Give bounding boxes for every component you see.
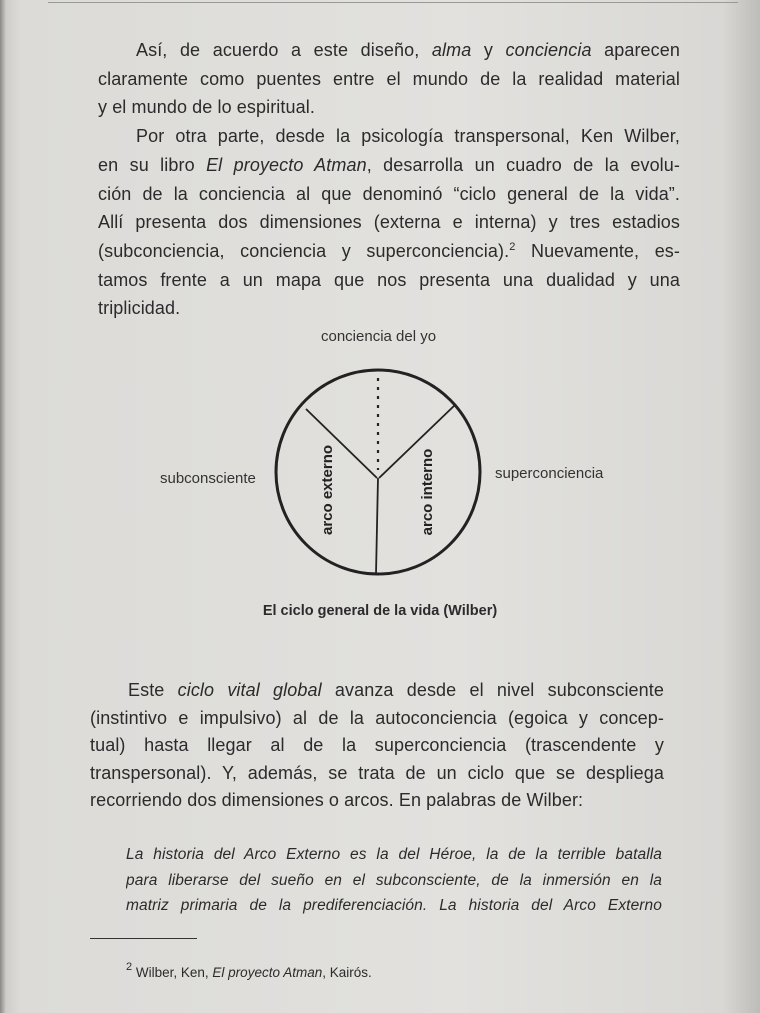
text-span: triplicidad. [98,298,181,319]
top-label: conciencia del yo [321,328,437,345]
footnote-ref: 2 [509,240,516,253]
text-span: transpersonal). Y, además, se trata de un ciclo que se despliega [90,762,664,783]
quote-line: La historia del Arco Externo es la del Héroe, la de la terrible batalla [126,846,662,863]
right-label: superconciencia [495,465,604,482]
text-span: ción de la conciencia al que denominó “ciclo general de la vida”. [98,183,680,204]
text-span: y el mundo de lo espiritual. [98,97,315,118]
text-span: tual) hasta llegar al de la superconciencia (trascendente y [90,735,664,755]
text-span: aparecen [591,40,680,60]
text-span: alma [431,40,472,60]
text-span: Este [128,680,178,700]
text-span: ciclo vital global [177,680,322,700]
quote-line: para liberarse del sueño en el subconsciente, de la inmersión en la [126,872,662,889]
text-line [90,708,664,732]
footnote-rule [90,938,197,939]
text-line [90,763,664,787]
text-span: Allí presenta dos dimensiones (externa e interna) y tres estadios [98,212,680,233]
stem [376,478,378,574]
text-span: (instintivo e impulsivo) al de la autoconciencia (egoica y concep- [90,707,664,728]
text-span: y [471,40,506,60]
text-span: tamos frente a un mapa que nos presenta una dualidad y una [98,269,680,290]
text-line [90,735,664,759]
right-branch [379,404,456,478]
text-span: Nuevamente, es- [515,240,680,261]
left-label: subconsciente [160,470,256,487]
text-span: (subconciencia, conciencia y superconciencia). [98,240,510,261]
text-span: en su libro [98,154,207,175]
text-span: El proyecto Atman [206,154,367,175]
text-line [128,680,664,704]
footnote-title: El proyecto Atman [212,965,323,980]
footnote-text: , Kairós. [322,965,372,980]
footnote [126,961,372,980]
footnote-text: Wilber, Ken, [132,965,213,980]
footnote-mark: 2 [126,961,133,973]
text-span: recorriendo dos dimensiones o arcos. En palabras de Wilber: [90,790,584,810]
quote-line: matriz primaria de la prediferenciación. La historia del Arco Externo [126,897,662,914]
text-span: claramente como puentes entre el mundo de la realidad material [98,68,680,89]
text-span: , desarrolla un cuadro de la evolu- [366,154,680,175]
text-span: Así, de acuerdo a este diseño, [136,40,432,60]
figure-caption: El ciclo general de la vida (Wilber) [262,603,498,619]
arc-externo-label: arco externo [319,444,336,536]
cycle-circle [276,370,480,574]
left-branch [306,409,377,478]
text-line [90,790,583,811]
text-span: avanza desde el nivel subconsciente [321,680,664,700]
text-span: conciencia [505,40,592,60]
arc-interno-label: arco interno [419,448,436,536]
text-span: Por otra parte, desde la psicología transpersonal, Ken Wilber, [136,126,680,147]
